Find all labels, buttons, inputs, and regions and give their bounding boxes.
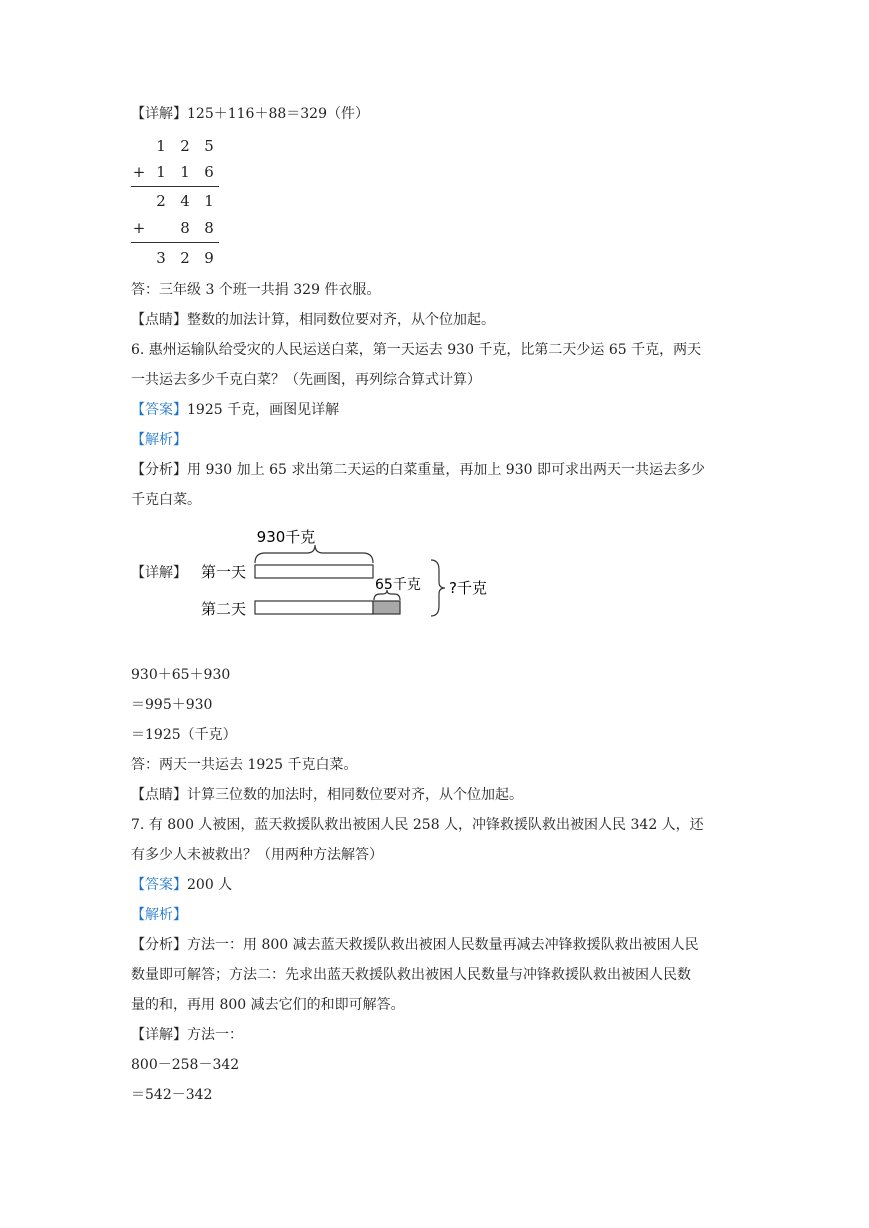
detail-6-tag: 【详解】 <box>131 565 187 581</box>
calc-7-line-2: ＝542－342 <box>131 1087 213 1103</box>
day2-bar <box>255 601 373 614</box>
vertical-row-3: 2 4 1 <box>156 192 214 210</box>
answer-6-final: 答：两天一共运去 1925 千克白菜。 <box>131 757 358 773</box>
answer-line: 答：三年级 3 个班一共捐 329 件衣服。 <box>131 282 381 298</box>
vertical-row-4: + 8 8 <box>132 219 214 237</box>
day1-bar <box>255 565 373 578</box>
tag-detail: 【详解】 <box>131 106 187 122</box>
analysis-6-heading: 【解析】 <box>131 432 187 448</box>
key-point-line: 【点睛】整数的加法计算，相同数位要对齐，从个位加起。 <box>131 312 495 328</box>
calc-6-line-3: ＝1925（千克） <box>131 727 237 743</box>
top-label: 930千克 <box>256 528 316 546</box>
question-6-line-2: 一共运去多少千克白菜？（先画图，再列综合算式计算） <box>131 372 481 388</box>
calc-6-line-2: ＝995＋930 <box>131 697 213 713</box>
question-6-line-1: 6. 惠州运输队给受灾的人民运送白菜，第一天运去 930 千克，比第二天少运 65 千克，两天 <box>131 342 702 358</box>
question-7-line-1: 7. 有 800 人被困，蓝天救援队救出被困人民 258 人，冲锋救援队救出被困人民 342 人，还 <box>131 817 704 833</box>
day2-extra-bar <box>373 601 400 614</box>
analysis-6-line-2: 千克白菜。 <box>131 492 201 508</box>
vertical-row-5: 3 2 9 <box>156 249 214 267</box>
tag-answer: 【答案】 <box>131 877 187 893</box>
vertical-addition <box>131 132 231 272</box>
analysis-7-line-1: 【分析】方法一：用 800 减去蓝天救援队救出被困人民数量再减去冲锋救援队救出被困人民 <box>131 937 699 953</box>
diff-label: 65千克 <box>375 577 421 593</box>
analysis-7-line-3: 量的和，再用 800 减去它们的和即可解答。 <box>131 997 405 1013</box>
total-label: ?千克 <box>449 579 487 597</box>
day2-label: 第二天 <box>201 600 247 618</box>
bar-diagram <box>131 520 511 630</box>
key-point-6-line: 【点睛】计算三位数的加法时，相同数位要对齐，从个位加起。 <box>131 787 523 803</box>
analysis-7-heading: 【解析】 <box>131 907 187 923</box>
detail-line-1 <box>131 104 369 124</box>
sum-rule <box>131 186 219 187</box>
calc-6-line-1: 930＋65＋930 <box>131 667 231 683</box>
vertical-row-2: + 1 1 6 <box>132 163 214 181</box>
question-7-line-2: 有多少人未被救出？（用两种方法解答） <box>131 847 383 863</box>
analysis-7-line-2: 数量即可解答；方法二：先求出蓝天救援队救出被困人民数量与冲锋救援队救出被困人民数 <box>131 967 691 983</box>
vertical-row-1: 1 2 5 <box>156 137 214 155</box>
answer-6-line: 【答案】1925 千克，画图见详解 <box>131 402 340 418</box>
equation-text: 125＋116＋88＝329（件） <box>187 106 369 122</box>
answer-7-line: 【答案】200 人 <box>131 877 233 893</box>
total-brace <box>431 560 445 616</box>
tag-answer: 【答案】 <box>131 402 187 418</box>
detail-7-line: 【详解】方法一： <box>131 1027 243 1043</box>
analysis-6-line-1: 【分析】用 930 加上 65 求出第二天运的白菜重量，再加上 930 即可求出两天一共运去多少 <box>131 462 705 478</box>
day1-label: 第一天 <box>201 563 247 581</box>
calc-7-line-1: 800－258－342 <box>131 1057 240 1073</box>
top-brace <box>255 545 373 563</box>
sum-rule <box>131 242 219 243</box>
